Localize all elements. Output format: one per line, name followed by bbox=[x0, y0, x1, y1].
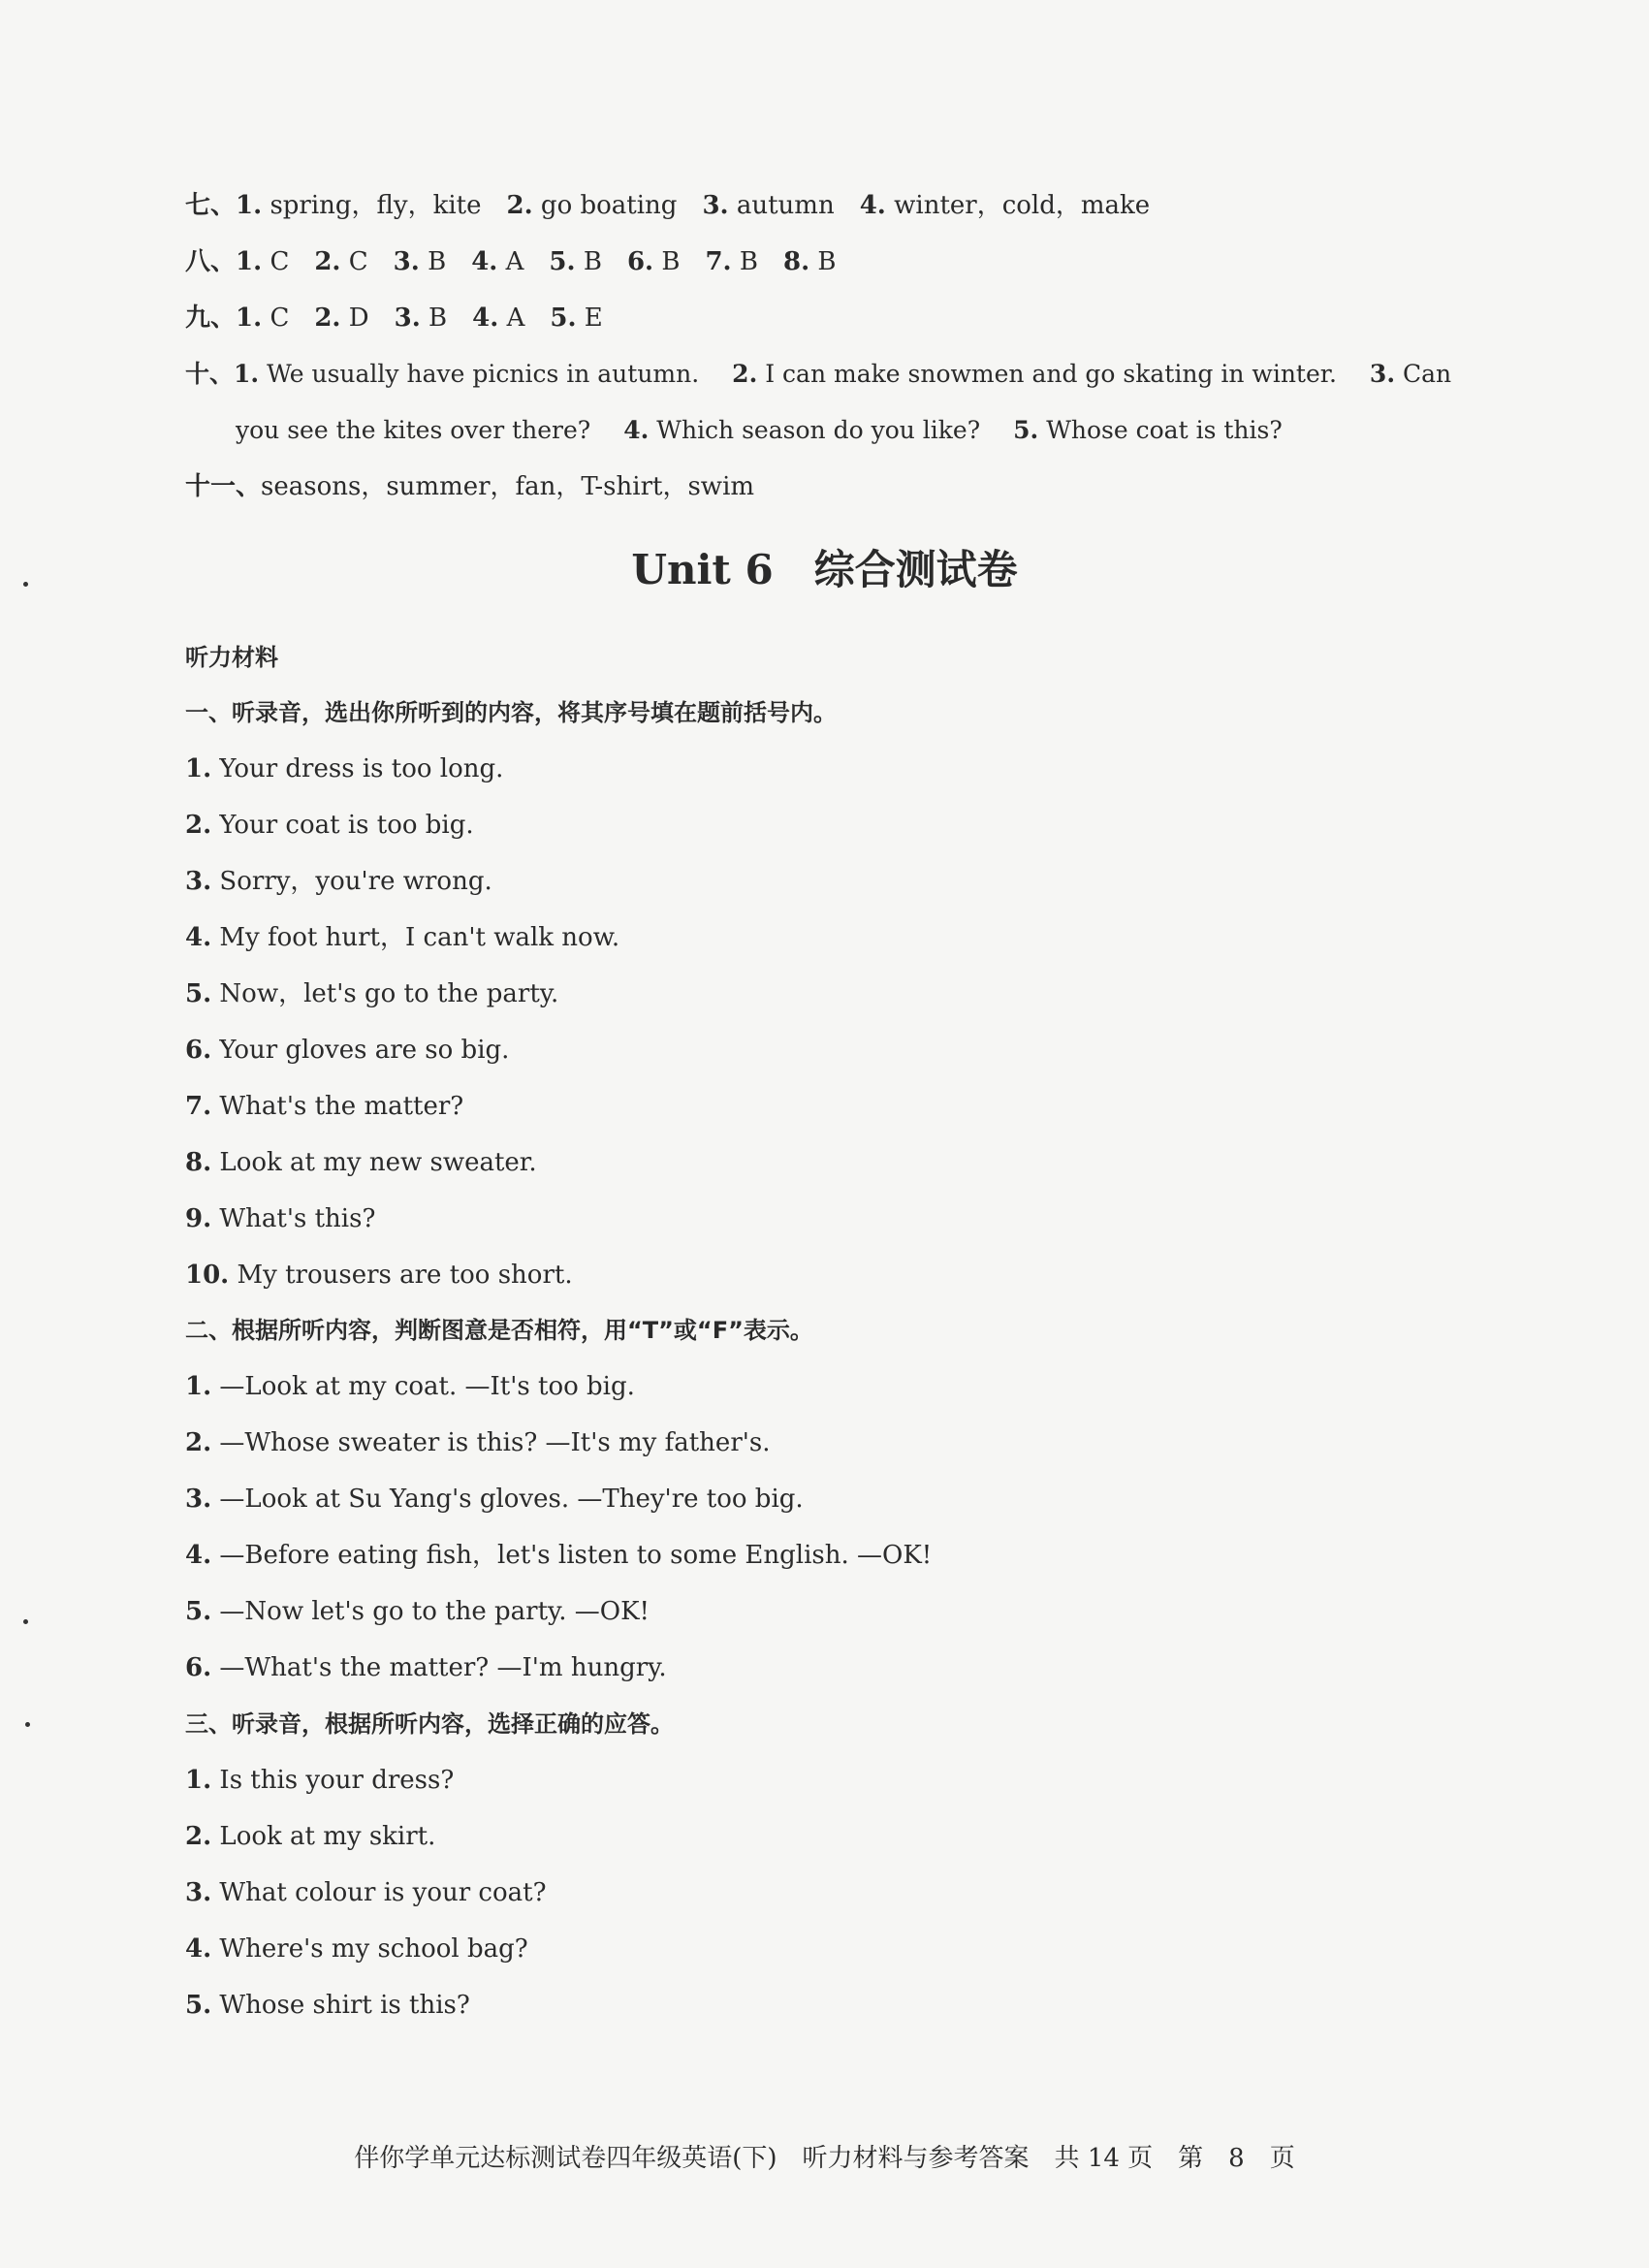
item-number: 2. bbox=[314, 303, 341, 333]
item-number: 3. bbox=[1369, 360, 1396, 388]
question-label: 十、 bbox=[185, 360, 235, 388]
item-number: 5. bbox=[550, 303, 577, 333]
answer-text: A bbox=[506, 303, 525, 333]
answer-line-9 bbox=[185, 301, 1533, 335]
item-number: 2. bbox=[314, 247, 341, 276]
item-number: 2. bbox=[506, 191, 533, 220]
list-item bbox=[185, 1538, 1533, 1573]
answer-text: C bbox=[270, 247, 290, 276]
item-number: 3. bbox=[185, 867, 212, 896]
item-text: Where's my school bag? bbox=[219, 1934, 528, 1964]
answer-text: C bbox=[348, 247, 368, 276]
answer-line-10 bbox=[185, 357, 1533, 392]
list-item bbox=[185, 1145, 1533, 1180]
list-item bbox=[185, 1369, 1533, 1404]
list-item bbox=[185, 1482, 1533, 1517]
item-number: 4. bbox=[471, 247, 498, 276]
list-item bbox=[185, 1033, 1533, 1068]
section-2-heading: 二、根据所听内容，判断图意是否相符，用“T”或“F”表示。 bbox=[185, 1317, 813, 1344]
item-text: My trousers are too short. bbox=[237, 1261, 573, 1290]
item-text: —Look at my coat. —It's too big. bbox=[219, 1372, 635, 1401]
list-item bbox=[185, 864, 1533, 899]
list-item bbox=[185, 1594, 1533, 1629]
item-number: 3. bbox=[393, 247, 420, 276]
answer-text: seasons，summer，fan，T-shirt，swim bbox=[261, 472, 755, 501]
item-number: 5. bbox=[185, 1597, 212, 1626]
item-number: 8. bbox=[185, 1148, 212, 1177]
item-number: 5. bbox=[185, 979, 212, 1008]
answer-text: go boating bbox=[540, 191, 678, 220]
answer-text: Whose coat is this? bbox=[1046, 416, 1283, 444]
answer-text: B bbox=[428, 247, 447, 276]
list-item bbox=[185, 1258, 1533, 1293]
question-label: 九、 bbox=[185, 303, 237, 333]
item-number: 6. bbox=[185, 1653, 212, 1682]
item-number: 5. bbox=[1013, 416, 1039, 444]
list-item bbox=[185, 1875, 1533, 1910]
answer-text: Which season do you like? bbox=[656, 416, 981, 444]
list-item bbox=[185, 751, 1533, 786]
item-text: Is this your dress? bbox=[219, 1766, 455, 1795]
list-item bbox=[185, 1201, 1533, 1236]
item-number: 2. bbox=[185, 811, 212, 840]
question-label: 十一、 bbox=[185, 472, 262, 501]
answer-text: winter，cold，make bbox=[894, 191, 1151, 220]
list-item bbox=[185, 1650, 1533, 1685]
item-number: 2. bbox=[185, 1428, 212, 1457]
unit-title: Unit 6 综合测试卷 bbox=[631, 546, 1018, 593]
page-footer: 伴你学单元达标测试卷四年级英语(下) 听力材料与参考答案 共 14 页 第 8 页 bbox=[354, 2144, 1295, 2173]
item-text: Sorry，you're wrong. bbox=[219, 867, 492, 896]
item-number: 7. bbox=[705, 247, 732, 276]
item-number: 4. bbox=[472, 303, 499, 333]
item-number: 5. bbox=[185, 1991, 212, 2020]
list-item bbox=[185, 976, 1533, 1011]
scan-mark bbox=[23, 1619, 28, 1624]
answer-text: We usually have picnics in autumn. bbox=[267, 360, 700, 388]
item-number: 6. bbox=[626, 247, 654, 276]
answer-text: B bbox=[661, 247, 681, 276]
answer-text: E bbox=[584, 303, 603, 333]
answer-line-10-cont bbox=[236, 413, 1533, 448]
answer-text: B bbox=[583, 247, 602, 276]
section-3-heading: 三、听录音，根据所听内容，选择正确的应答。 bbox=[185, 1710, 674, 1738]
item-number: 1. bbox=[236, 247, 263, 276]
answer-text: D bbox=[348, 303, 369, 333]
item-text: Now，let's go to the party. bbox=[219, 979, 559, 1008]
item-number: 8. bbox=[783, 247, 810, 276]
item-number: 9. bbox=[185, 1204, 212, 1233]
answer-line-11 bbox=[185, 469, 1533, 504]
item-text: What's this? bbox=[219, 1204, 376, 1233]
list-item bbox=[185, 1089, 1533, 1124]
item-number: 1. bbox=[236, 191, 263, 220]
item-number: 3. bbox=[185, 1485, 212, 1514]
answer-text: B bbox=[817, 247, 837, 276]
item-number: 3. bbox=[394, 303, 421, 333]
item-number: 3. bbox=[185, 1878, 212, 1907]
item-number: 6. bbox=[185, 1036, 212, 1065]
item-text: —Before eating fish，let's listen to some English. —OK! bbox=[219, 1541, 933, 1570]
item-number: 4. bbox=[623, 416, 650, 444]
question-label: 八、 bbox=[185, 247, 237, 276]
list-item bbox=[185, 1425, 1533, 1460]
item-text: Your dress is too long. bbox=[219, 754, 504, 783]
answer-text: you see the kites over there? bbox=[236, 416, 591, 444]
answer-text: C bbox=[270, 303, 290, 333]
answer-line-7 bbox=[185, 188, 1533, 223]
item-number: 4. bbox=[185, 1541, 212, 1570]
item-number: 1. bbox=[185, 1372, 212, 1401]
item-text: Look at my skirt. bbox=[219, 1822, 436, 1851]
item-number: 2. bbox=[732, 360, 758, 388]
item-text: Whose shirt is this? bbox=[219, 1991, 470, 2020]
answer-line-8 bbox=[185, 244, 1533, 279]
item-text: Look at my new sweater. bbox=[219, 1148, 537, 1177]
list-item bbox=[185, 1763, 1533, 1798]
scan-mark bbox=[23, 582, 28, 587]
list-item bbox=[185, 920, 1533, 955]
answer-text: A bbox=[505, 247, 524, 276]
list-item bbox=[185, 1819, 1533, 1854]
item-number: 5. bbox=[549, 247, 576, 276]
item-text: —Now let's go to the party. —OK! bbox=[219, 1597, 650, 1626]
item-number: 2. bbox=[185, 1822, 212, 1851]
section-1-heading: 一、听录音，选出你所听到的内容，将其序号填在题前括号内。 bbox=[185, 699, 837, 726]
answer-text: spring，fly，kite bbox=[270, 191, 482, 220]
list-item bbox=[185, 808, 1533, 843]
item-text: —Whose sweater is this? —It's my father's. bbox=[219, 1428, 771, 1457]
item-text: Your gloves are so big. bbox=[219, 1036, 510, 1065]
item-number: 10. bbox=[185, 1261, 230, 1290]
item-number: 1. bbox=[185, 754, 212, 783]
answer-text: Can bbox=[1402, 360, 1452, 388]
list-item bbox=[185, 1932, 1533, 1966]
item-number: 4. bbox=[185, 923, 212, 952]
item-number: 3. bbox=[702, 191, 729, 220]
item-text: —Look at Su Yang's gloves. —They're too big. bbox=[219, 1485, 804, 1514]
listening-heading: 听力材料 bbox=[185, 644, 278, 671]
answer-text: I can make snowmen and go skating in winter. bbox=[765, 360, 1337, 388]
item-number: 4. bbox=[859, 191, 886, 220]
answer-text: autumn bbox=[736, 191, 835, 220]
item-text: What's the matter? bbox=[219, 1092, 464, 1121]
item-text: My foot hurt，I can't walk now. bbox=[219, 923, 620, 952]
item-number: 1. bbox=[185, 1766, 212, 1795]
item-text: —What's the matter? —I'm hungry. bbox=[219, 1653, 667, 1682]
item-number: 1. bbox=[234, 360, 260, 388]
answer-text: B bbox=[428, 303, 448, 333]
item-number: 7. bbox=[185, 1092, 212, 1121]
scan-mark bbox=[25, 1722, 30, 1727]
item-number: 4. bbox=[185, 1934, 212, 1964]
item-number: 1. bbox=[236, 303, 263, 333]
list-item bbox=[185, 1988, 1533, 2023]
question-label: 七、 bbox=[185, 191, 237, 220]
item-text: What colour is your coat? bbox=[219, 1878, 547, 1907]
answer-text: B bbox=[739, 247, 758, 276]
item-text: Your coat is too big. bbox=[219, 811, 474, 840]
